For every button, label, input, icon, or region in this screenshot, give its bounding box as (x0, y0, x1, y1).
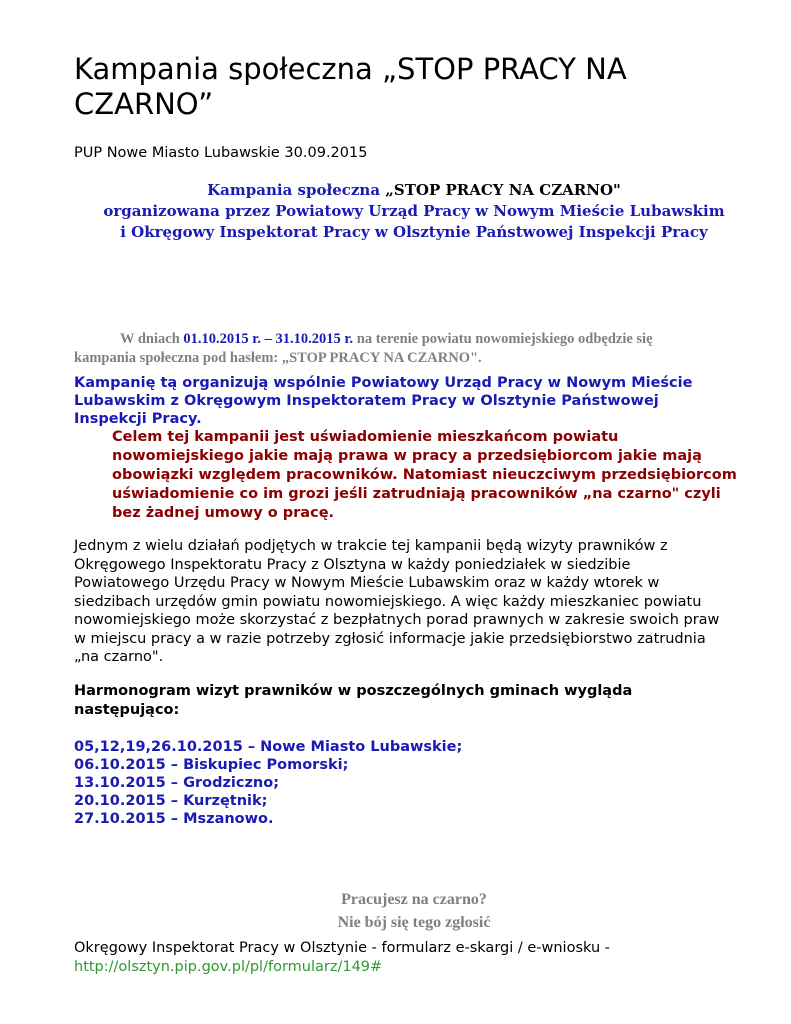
cta-line-2: Nie bój się tego zgłosić (337, 914, 491, 931)
campaign-heading (74, 180, 754, 243)
schedule-heading: Harmonogram wizyt prawników w poszczególnych gminach wygląda następująco: (74, 683, 633, 718)
schedule-list (74, 738, 462, 828)
page-title: Kampania społeczna „STOP PRACY NA CZARNO” (74, 52, 627, 121)
complaint-form-link[interactable]: http://olsztyn.pip.gov.pl/pl/formularz/149# (74, 958, 383, 975)
schedule-item: 20.10.2015 – Kurzętnik; (74, 793, 268, 809)
goal-paragraph: Celem tej kampanii jest uświadomienie mieszkańcom powiatu nowomiejskiego jakie mają prawa w pracy a przedsiębiorcom jakie mają obowiązki względem pracowników. Natomiast nieuczciwym przedsiębiorcom uświadomienie co im grozi jeśli zatrudniają pracowników „na czarno" czyli bez żadnej umowy o pracę. (112, 429, 737, 521)
schedule-item: 13.10.2015 – Grodziczno; (74, 775, 279, 791)
heading-line-2: organizowana przez Powiatowy Urząd Pracy w Nowym Mieście Lubawskim (103, 202, 725, 220)
source-line: PUP Nowe Miasto Lubawskie 30.09.2015 (74, 145, 368, 161)
cta-line-1: Pracujesz na czarno? (341, 891, 487, 908)
schedule-item: 27.10.2015 – Mszanowo. (74, 811, 274, 827)
lead-part-1: W dniach (120, 331, 184, 347)
call-to-action (74, 888, 754, 934)
schedule-item: 05,12,19,26.10.2015 – Nowe Miasto Lubawskie; (74, 739, 463, 755)
schedule-item: 06.10.2015 – Biskupiec Pomorski; (74, 757, 349, 773)
heading-line-3: i Okręgowy Inspektorat Pracy w Olsztynie Państwowej Inspekcji Pracy (120, 223, 708, 241)
lead-paragraph (74, 330, 714, 368)
lead-dates: 01.10.2015 r. – 31.10.2015 r. (183, 331, 354, 347)
footer (74, 939, 714, 976)
lead-part-2: na terenie powiatu nowomiejskiego odbędzie się kampania społeczna pod hasłem: „STOP PRACY NA CZARNO". (74, 331, 653, 366)
heading-line-1 (74, 180, 754, 201)
heading-campaign-name: „STOP PRACY NA CZARNO" (385, 181, 621, 199)
body-paragraph: Jednym z wielu działań podjętych w trakcie tej kampanii będą wizyty prawników z Okręgowego Inspektoratu Pracy z Olsztyna w każdy poniedziałek w siedzibie Powiatowego Urzędu Pracy w Nowym Mieście Lubawskim oraz w każdy wtorek w siedzibach urzędów gmin powiatu nowomiejskiego. A więc każdy mieszkaniec powiatu nowomiejskiego może skorzystać z bezpłatnych porad prawnych w zakresie swoich praw w miejscu pracy a w razie potrzeby zgłosić informacje jakie przedsiębiorstwo zatrudnia „na czarno". (74, 538, 720, 665)
footer-text: Okręgowy Inspektorat Pracy w Olsztynie - formularz e-skargi / e-wniosku - (74, 940, 610, 956)
organizers-paragraph: Kampanię tą organizują wspólnie Powiatowy Urząd Pracy w Nowym Mieście Lubawskim z Okręgowym Inspektoratem Pracy w Olsztynie Państwowej Inspekcji Pracy. (74, 375, 693, 427)
heading-prefix: Kampania społeczna (207, 181, 386, 199)
